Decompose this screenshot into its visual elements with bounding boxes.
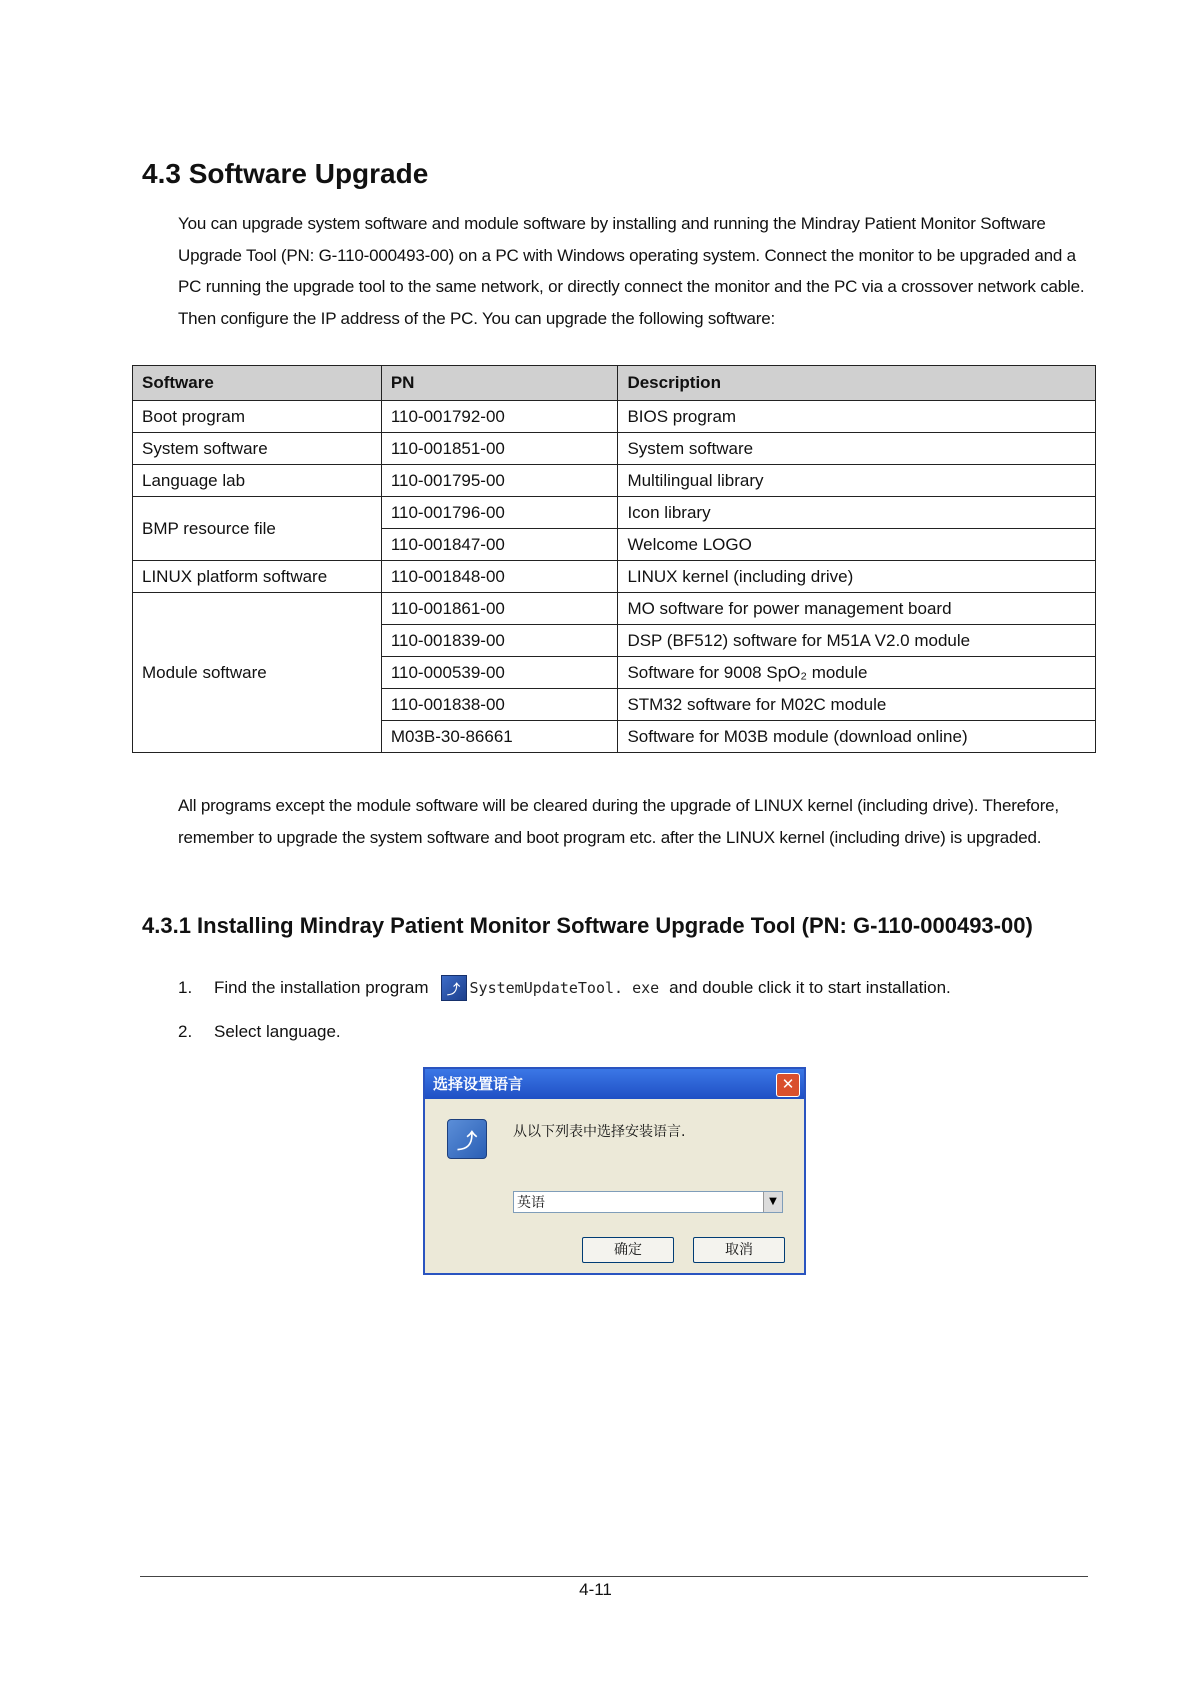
cell-software: Language lab (133, 465, 382, 497)
language-select[interactable] (513, 1191, 783, 1213)
cell-description: LINUX kernel (including drive) (618, 561, 1096, 593)
cell-pn: 110-001795-00 (381, 465, 618, 497)
table-row (133, 465, 1096, 497)
dialog-message: 从以下列表中选择安装语言. (513, 1124, 686, 1140)
cell-pn: M03B-30-86661 (381, 721, 618, 753)
step-text: Select language. (214, 1022, 341, 1041)
close-icon[interactable]: ✕ (776, 1073, 800, 1097)
step-text: and double click it to start installation. (669, 978, 951, 997)
cell-pn: 110-001796-00 (381, 497, 618, 529)
upgrade-note: All programs except the module software will be cleared during the upgrade of LINUX kernel (including drive). Therefore, remember to upgrade the system software and boot program etc. after the LINUX kernel (including drive) is upgraded. (178, 796, 1059, 847)
step-2 (178, 1022, 341, 1042)
step-1 (178, 975, 951, 1001)
subsection-title: 4.3.1 Installing Mindray Patient Monitor Software Upgrade Tool (PN: G-110-000493-00) (142, 913, 1033, 938)
step-number: 2. (178, 1022, 193, 1041)
cancel-button[interactable]: 取消 (693, 1237, 785, 1263)
language-select-value: 英语 (517, 1195, 545, 1211)
cell-description: MO software for power management board (618, 593, 1096, 625)
cell-description: Software for 9008 SpO₂ module (618, 657, 1096, 689)
cell-description: BIOS program (618, 401, 1096, 433)
cell-software: Boot program (133, 401, 382, 433)
footer-divider (140, 1576, 1088, 1577)
dialog-title-bar (425, 1069, 804, 1099)
header-description: Description (618, 366, 1096, 401)
installer-icon: ⤴ (441, 975, 467, 1001)
cell-software: BMP resource file (133, 497, 382, 561)
table-header-row (133, 366, 1096, 401)
installer-app-icon: ⤴ (447, 1119, 487, 1159)
cell-pn: 110-001838-00 (381, 689, 618, 721)
header-software: Software (133, 366, 382, 401)
chevron-down-icon[interactable]: ▼ (763, 1192, 782, 1212)
table-row (133, 561, 1096, 593)
section-title: 4.3 Software Upgrade (142, 158, 429, 189)
cell-description: Software for M03B module (download online) (618, 721, 1096, 753)
cell-pn: 110-000539-00 (381, 657, 618, 689)
dialog-title: 选择设置语言 (433, 1075, 524, 1093)
step-number: 1. (178, 978, 193, 997)
cell-pn: 110-001839-00 (381, 625, 618, 657)
table-row (133, 593, 1096, 625)
cell-software: LINUX platform software (133, 561, 382, 593)
step-text: Find the installation program (214, 978, 429, 997)
cell-description: DSP (BF512) software for M51A V2.0 module (618, 625, 1096, 657)
header-pn: PN (381, 366, 618, 401)
installer-filename: SystemUpdateTool. exe (469, 979, 660, 997)
cell-pn: 110-001792-00 (381, 401, 618, 433)
cell-pn: 110-001847-00 (381, 529, 618, 561)
intro-paragraph: You can upgrade system software and module software by installing and running the Mindray Patient Monitor Software Upgrade Tool (PN: G-110-000493-00) on a PC with Windows operating system. Connect the monitor to be upgraded and a PC running the upgrade tool to the same network, or directly connect the monitor and the PC via a crossover network cable. Then configure the IP address of the PC. You can upgrade the following software: (178, 214, 1085, 328)
cell-description: Welcome LOGO (618, 529, 1096, 561)
cell-pn: 110-001848-00 (381, 561, 618, 593)
cell-description: Multilingual library (618, 465, 1096, 497)
cell-description: STM32 software for M02C module (618, 689, 1096, 721)
table-row (133, 401, 1096, 433)
software-table (132, 365, 1096, 753)
cell-description: Icon library (618, 497, 1096, 529)
ok-button[interactable]: 确定 (582, 1237, 674, 1263)
installer-file[interactable] (441, 975, 660, 1001)
cell-pn: 110-001861-00 (381, 593, 618, 625)
page-number: 4-11 (579, 1580, 612, 1599)
cell-software: Module software (133, 593, 382, 753)
cell-software: System software (133, 433, 382, 465)
language-dialog (423, 1067, 806, 1275)
cell-description: System software (618, 433, 1096, 465)
table-row (133, 497, 1096, 529)
cell-pn: 110-001851-00 (381, 433, 618, 465)
table-row (133, 433, 1096, 465)
